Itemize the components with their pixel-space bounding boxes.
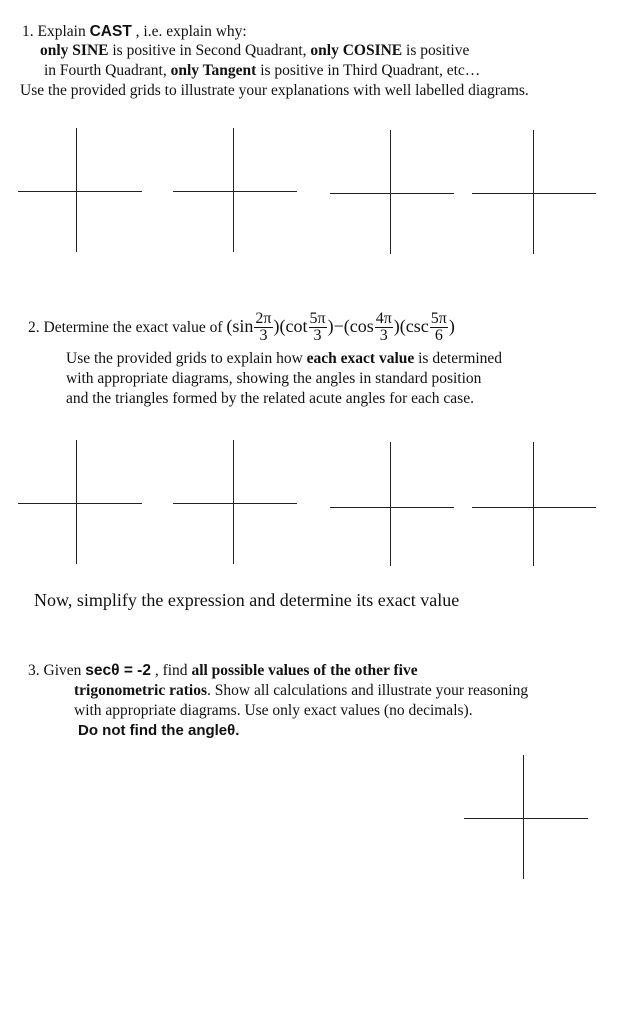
grid-2-x-axis (173, 191, 297, 192)
grid-4-y-axis (533, 130, 534, 254)
q1-only-sine: only SINE (40, 42, 109, 59)
q2-frac-1 (254, 311, 272, 344)
q1-line1 (22, 22, 247, 42)
grid-5-y-axis (76, 440, 77, 564)
q2-line3: with appropriate diagrams, showing the angles in standard position (66, 370, 482, 387)
q2-csc: csc (405, 316, 429, 336)
grid-5-x-axis (18, 503, 142, 504)
q2-line1 (28, 306, 455, 350)
q3-line2 (74, 681, 528, 701)
q2-line4: and the triangles formed by the related acute angles for each case. (66, 390, 474, 407)
q1-line4: Use the provided grids to illustrate your explanations with well labelled diagrams. (20, 82, 529, 99)
q3-theta: θ (227, 722, 236, 739)
q1-cast: CAST (89, 23, 132, 40)
grid-7-x-axis (330, 507, 454, 508)
q3-find: , find (150, 662, 192, 679)
q1-only-cosine: only COSINE (310, 42, 403, 59)
q3-line1 (28, 661, 418, 681)
q2-frac-1-den: 3 (259, 327, 268, 345)
grid-7-y-axis (390, 442, 391, 566)
q3-sec-theta: secθ (85, 662, 120, 679)
grid-9-x-axis (464, 818, 588, 819)
grid-3-x-axis (330, 193, 454, 194)
q2-frac-1-num: 2π (255, 310, 272, 328)
grid-6-y-axis (233, 440, 234, 564)
q2-frac-4-num: 5π (430, 310, 447, 328)
q3-all-possible: all possible values of the other five (191, 662, 418, 679)
q2-expression: (sin $\frac{2\pi}{3}$ )(cot $\frac{5\pi}{3}$ )−(cos $\frac{4\pi}{3}$ )(csc $\frac{5\pi}{6}$ ) (226, 310, 455, 345)
q1-line3 (44, 61, 480, 81)
q1-only-tangent: only Tangent (170, 62, 257, 79)
grid-8-x-axis (472, 507, 596, 508)
grid-4-x-axis (472, 193, 596, 194)
q2-l2-text1: Use the provided grids to explain how (66, 350, 307, 367)
q2-simplify: Now, simplify the expression and determine its exact value (34, 590, 460, 610)
q1-number: 1. (22, 23, 34, 40)
q1-l3-text2: is positive in Third Quadrant, etc… (256, 62, 481, 79)
q3-do-not-find: Do not find the angle (78, 722, 228, 739)
grid-8-y-axis (533, 442, 534, 566)
q2-frac-3-num: 4π (375, 310, 392, 328)
q3-given: 3. Given (28, 662, 86, 679)
q2-each-exact-value: each exact value (306, 350, 415, 367)
q2-sin: sin (232, 316, 254, 336)
grid-6-x-axis (173, 503, 297, 504)
q1-l2-text1: is positive in Second Quadrant, (108, 42, 311, 59)
q2-frac-3-den: 3 (379, 327, 388, 345)
q2-l2-text2: is determined (414, 350, 503, 367)
q2-frac-4 (430, 311, 448, 344)
grid-3-y-axis (390, 130, 391, 254)
q2-frac-2-den: 3 (313, 327, 322, 345)
q3-line3: with appropriate diagrams. Use only exact values (no decimals). (74, 702, 473, 719)
q3-line4 (78, 721, 239, 741)
q1-l2-text2: is positive (402, 42, 470, 59)
q2-line2 (66, 349, 502, 369)
q3-equals-value: = -2 (119, 662, 151, 679)
q3-trig-ratios: trigonometric ratios (74, 682, 207, 699)
grid-2-y-axis (233, 128, 234, 252)
q1-explain: Explain (37, 23, 86, 40)
q2-prompt: 2. Determine the exact value of (28, 319, 223, 336)
q1-l3-text1: in Fourth Quadrant, (44, 62, 171, 79)
grid-9-y-axis (523, 755, 524, 879)
q2-frac-2 (309, 311, 327, 344)
q2-frac-2-num: 5π (309, 310, 326, 328)
q2-frac-3 (375, 311, 393, 344)
q2-cot: cot (285, 316, 308, 336)
grid-1-y-axis (76, 128, 77, 252)
q3-dot: . (235, 722, 240, 739)
q3-l2-text: . Show all calculations and illustrate your reasoning (207, 682, 529, 699)
q1-post: , i.e. explain why: (135, 23, 247, 40)
q2-cos: cos (349, 316, 374, 336)
q1-line2 (40, 41, 469, 61)
q2-frac-4-den: 6 (434, 327, 443, 345)
grid-1-x-axis (18, 191, 142, 192)
